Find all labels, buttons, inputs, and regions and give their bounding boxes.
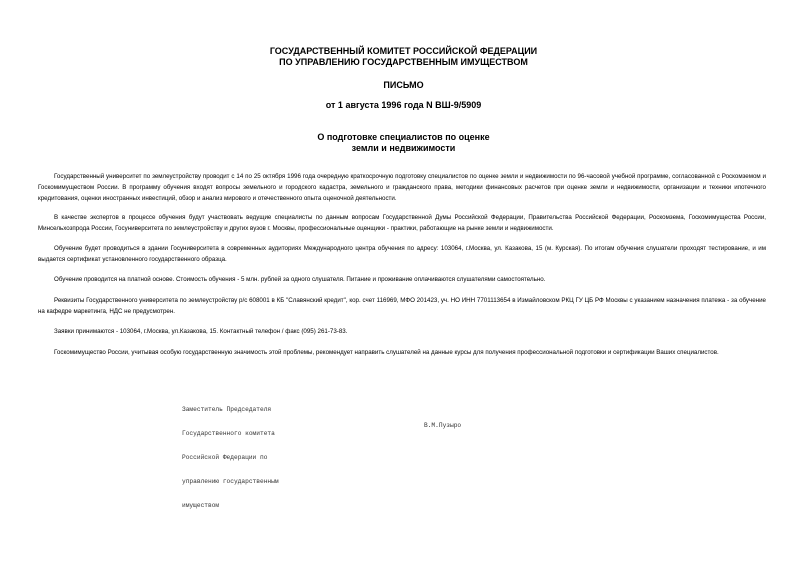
signatory-name: В.М.Пузыро (424, 422, 462, 429)
signatory-title-line-5: имуществом (182, 502, 220, 509)
document-date-number: от 1 августа 1996 года N ВШ-9/5909 (325, 100, 482, 110)
paragraph: Госкомимущество России, учитывая особую государственную значимость этой проблемы, рекомендует направить слушателей на данные курсы для получения профессиональной подготовки и сертификации Ваших специалистов. (54, 349, 719, 356)
paragraph-1-block (38, 171, 766, 204)
issuer-line-2: ПО УПРАВЛЕНИЮ ГОСУДАРСТВЕННЫМ ИМУЩЕСТВОМ (279, 57, 528, 67)
paragraph: Реквизиты Государственного университета по землеустройству р/с 608001 в КБ "Славянский кредит", кор. счет 116969, МФО 201423, уч. НО ИНН 7701113654 в Измайловском РКЦ ГУ ЦБ РФ Москвы с указанием назначения платежа - за обучение на кафедре маркетинга, НДС не предусмотрен. (38, 297, 766, 315)
issuer-line-1: ГОСУДАРСТВЕННЫЙ КОМИТЕТ РОССИЙСКОЙ ФЕДЕРАЦИИ (269, 46, 538, 56)
paragraph-3-block (38, 243, 766, 265)
subject-line-2: земли и недвижимости (351, 143, 456, 153)
paragraph-7-block (38, 347, 766, 358)
paragraph: Обучение проводится на платной основе. Стоимость обучения - 5 млн. рублей за одного слушателя. Питание и проживание оплачиваются слушателями самостоятельно. (54, 276, 546, 283)
signatory-title-line-1: Заместитель Председателя (182, 406, 272, 413)
document-subject (0, 132, 807, 154)
issuer-block (0, 46, 807, 68)
paragraph: В качестве экспертов в процессе обучения будут участвовать ведущие специалисты по данным вопросам Государственной Думы Российской Федерации, Правительства Российской Федерации, Роскомзема, Госкомимущества России, Минсельхозпрода России, Госуниверситета по землеустройству и других вузов г. Москвы, профессиональные оценщики - практики, работающие на рынке земли и недвижимости. (38, 214, 766, 232)
paragraph-4-block (38, 274, 766, 285)
paragraph-2-block (38, 212, 766, 234)
paragraph-5-block (38, 295, 766, 317)
signatory-title (182, 390, 279, 526)
paragraph: Обучение будет проводиться в здании Госуниверситета в современных аудиториях Международного центра обучения по адресу: 103064, г.Москва, ул. Казакова, 15 (м. Курская). По итогам обучения слушатели проходят тестирование, и им выдается сертификат установленного государственного образца. (38, 245, 766, 263)
subject-line-1: О подготовке специалистов по оценке (317, 132, 490, 142)
signatory-title-line-2: Государственного комитета (182, 430, 275, 437)
document-type: ПИСЬМО (383, 80, 424, 90)
paragraph: Заявки принимаются - 103064, г.Москва, ул.Казакова, 15. Контактный телефон / факс (095) 261-73-83. (54, 328, 348, 335)
paragraph-6-block (38, 326, 766, 337)
paragraph: Государственный университет по землеустройству проводит с 14 по 25 октября 1996 года очередную краткосрочную подготовку специалистов по оценке земли и недвижимости по 96-часовой учебной программе, согласованной с Роскомземом и Госкомимуществом России. В программу обучения входят вопросы земельного и городского кадастра, земельного и гражданского права, методики финансовых расчетов при оценке земли и недвижимости, организации и техники ипотечного кредитования, оценки иностранных инвестиций, обзор и анализ мирового и отечественного опыта оценочной деятельности. (38, 173, 766, 202)
signatory-title-line-4: управлению государственным (182, 478, 279, 485)
signatory-title-line-3: Российской Федерации по (182, 454, 268, 461)
